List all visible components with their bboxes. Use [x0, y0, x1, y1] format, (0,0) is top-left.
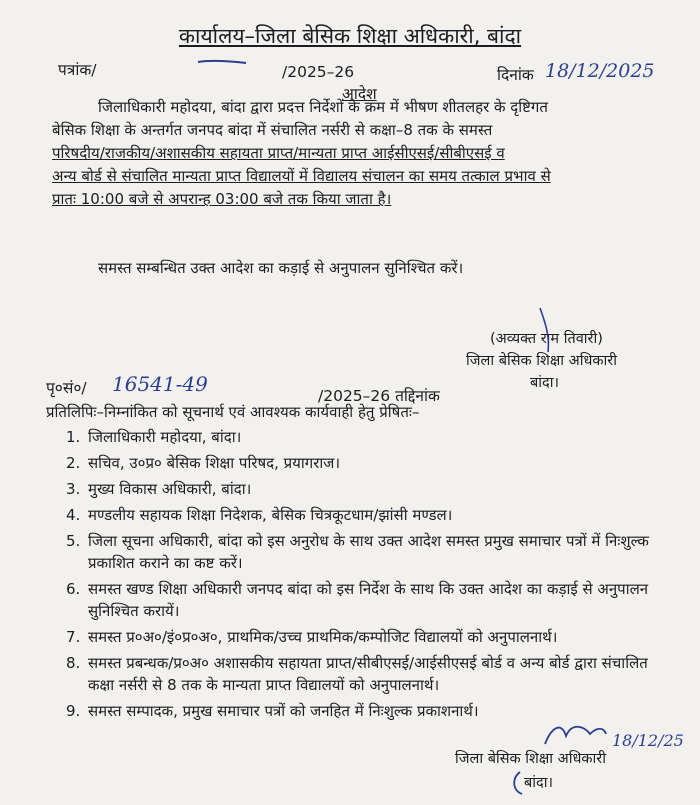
- date-label: दिनांक: [497, 66, 534, 84]
- copy-recipient-number: 6.: [66, 580, 81, 598]
- order-line-3: परिषदीय/राजकीय/अशासकीय सहायता प्राप्त/मान्यता प्राप्त आईसीएसई/सीबीएसई व: [52, 144, 505, 162]
- order-line-2: बेसिक शिक्षा के अन्तर्गत जनपद बांदा में संचालित नर्सरी से कक्षा–8 तक के समस्त: [52, 121, 493, 139]
- signatory-name: (अव्यक्त राम तिवारी): [490, 331, 603, 347]
- patrank-label: पत्रांक/: [58, 61, 97, 79]
- copy-recipient-number: 4.: [66, 506, 81, 524]
- office-title: कार्यालय–जिला बेसिक शिक्षा अधिकारी, बांदा: [178, 24, 522, 48]
- order-line-4: अन्य बोर्ड से संचालित मान्यता प्राप्त विद्यालयों में विद्यालय संचालन का समय तत्काल प्रभाव से: [52, 167, 551, 185]
- signatory-designation: जिला बेसिक शिक्षा अधिकारी: [466, 353, 617, 369]
- copy-recipient-text: मुख्य विकास अधिकारी, बांदा।: [88, 480, 252, 498]
- handwritten-date: 18/12/2025: [545, 60, 655, 82]
- signatory2-place: बांदा।: [524, 775, 553, 791]
- copy-recipient-text: समस्त प्रबन्धक/प्र०अ० अशासकीय सहायता प्राप्त/सीबीएसई/आईसीएसई बोर्ड व अन्य बोर्ड द्वारा संचालित कक्षा नर्सरी से 8 तक के मान्यता प्राप्त विद्यालयों को अनुपालनार्थ।: [88, 654, 648, 694]
- compliance-line: समस्त सम्बन्धित उक्त आदेश का कड़ाई से अनुपालन सुनिश्चित करें।: [98, 259, 464, 277]
- copy-recipient-text: समस्त खण्ड शिक्षा अधिकारी जनपद बांदा को इस निर्देश के साथ कि उक्त आदेश का कड़ाई से अनुपालन सुनिश्चित करायें।: [88, 580, 649, 620]
- signatory2-handwritten-date: 18/12/25: [612, 731, 684, 750]
- copy-intro: प्रतिलिपिः–निम्नांकित को सूचनार्थ एवं आवश्यक कार्यवाही हेतु प्रेषितः–: [46, 403, 420, 421]
- copy-recipient-text: मण्डलीय सहायक शिक्षा निदेशक, बेसिक चित्रकूटधाम/झांसी मण्डल।: [88, 506, 453, 524]
- signatory-place: बांदा।: [530, 375, 559, 391]
- session-label: /2025–26: [282, 63, 355, 81]
- pen-stroke-icon: [198, 61, 246, 63]
- copy-recipient-number: 5.: [66, 532, 81, 550]
- copy-recipient-text: समस्त सम्पादक, प्रमुख समाचार पत्रों को जनहित में निःशुल्क प्रकाशनार्थ।: [88, 702, 479, 720]
- signature-icon: [545, 727, 606, 744]
- reference-number: 16541-49: [112, 372, 208, 396]
- copy-recipient-text: जिला सूचना अधिकारी, बांदा को इस अनुरोध के साथ उक्त आदेश समस्त प्रमुख समाचार पत्रों में निःशुल्क प्रकाशित कराने का कष्ट करें।: [88, 532, 649, 572]
- order-heading: आदेश: [342, 85, 377, 103]
- copy-recipient-number: 3.: [66, 480, 81, 498]
- copy-recipient-number: 9.: [66, 702, 81, 720]
- copy-recipient-number: 8.: [66, 654, 81, 672]
- order-line-1: जिलाधिकारी महोदया, बांदा द्वारा प्रदत्त निर्देशों के क्रम में भीषण शीतलहर के दृष्टिगत: [98, 98, 548, 116]
- copy-recipient-number: 2.: [66, 454, 81, 472]
- copy-recipient-text: समस्त प्र०अ०/इं०प्र०अ०, प्राथमिक/उच्च प्राथमिक/कम्पोजिट विद्यालयों को अनुपालनार्थ।: [88, 628, 558, 646]
- reference-label: पृ०सं०/: [46, 379, 87, 397]
- signature-stroke-icon: [540, 308, 548, 352]
- copy-recipient-text: जिलाधिकारी महोदया, बांदा।: [88, 428, 242, 446]
- copy-recipient-number: 1.: [66, 428, 81, 446]
- signatory2-designation: जिला बेसिक शिक्षा अधिकारी: [455, 751, 606, 767]
- order-line-5: प्रातः 10:00 बजे से अपरान्ह 03:00 बजे तक किया जाता है।: [52, 190, 392, 208]
- copy-recipient-text: सचिव, उ०प्र० बेसिक शिक्षा परिषद, प्रयागराज।: [88, 454, 341, 472]
- initial-icon: [514, 772, 522, 794]
- reference-session: /2025–26 तद्दिनांक: [318, 387, 440, 405]
- copy-recipient-number: 7.: [66, 628, 81, 646]
